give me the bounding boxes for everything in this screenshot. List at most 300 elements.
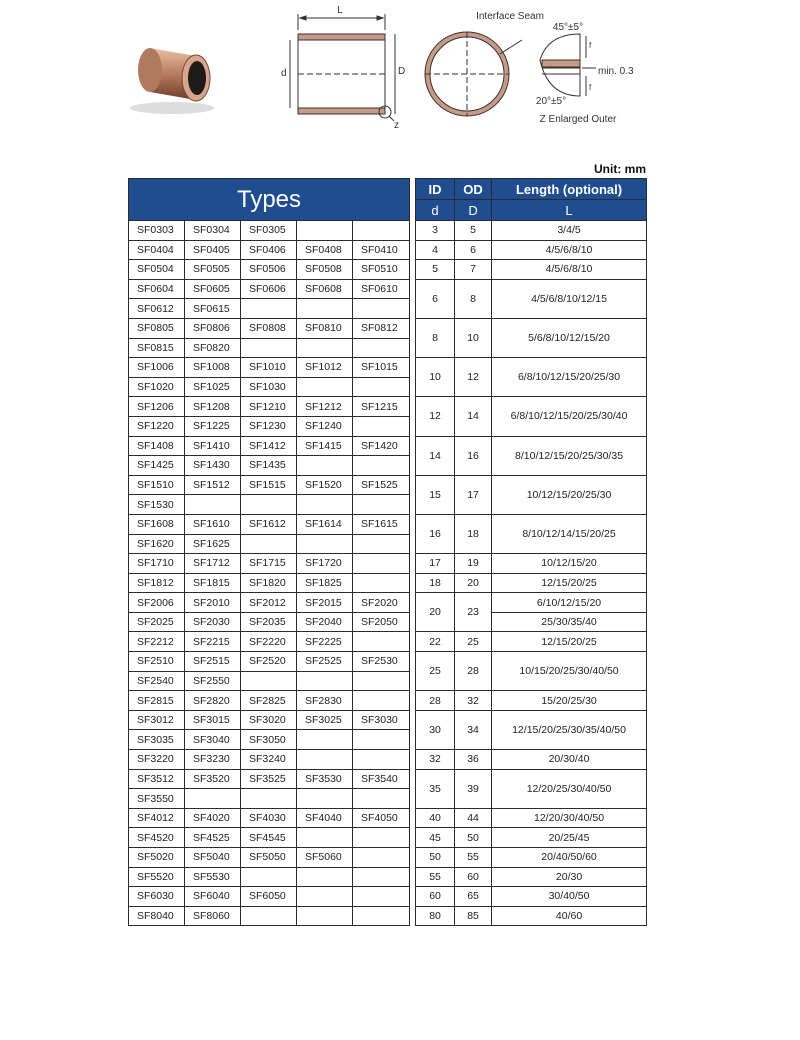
type-cell: SF1515 bbox=[241, 475, 297, 495]
type-cell: SF1012 bbox=[297, 358, 353, 378]
length-cell: 12/15/20/25 bbox=[492, 573, 647, 593]
od-symbol-header: D bbox=[455, 200, 492, 221]
id-cell: 55 bbox=[416, 867, 455, 887]
type-cell: SF6050 bbox=[241, 887, 297, 907]
type-cell: SF3512 bbox=[129, 769, 185, 789]
type-cell bbox=[241, 867, 297, 887]
type-cell: SF3050 bbox=[241, 730, 297, 750]
type-cell: SF3025 bbox=[297, 710, 353, 730]
type-cell: SF0806 bbox=[185, 318, 241, 338]
type-cell: SF6040 bbox=[185, 887, 241, 907]
type-cell bbox=[353, 750, 410, 770]
type-cell: SF2006 bbox=[129, 593, 185, 613]
type-cell: SF8040 bbox=[129, 906, 185, 926]
type-cell bbox=[353, 299, 410, 319]
type-cell bbox=[353, 456, 410, 476]
type-cell bbox=[297, 671, 353, 691]
id-cell: 12 bbox=[416, 397, 455, 436]
type-cell bbox=[353, 221, 410, 241]
od-cell: 55 bbox=[455, 848, 492, 868]
interface-seam-label: Interface Seam bbox=[476, 11, 544, 22]
table-row bbox=[129, 906, 647, 926]
id-cell: 60 bbox=[416, 887, 455, 907]
type-cell: SF1408 bbox=[129, 436, 185, 456]
type-cell: SF1215 bbox=[353, 397, 410, 417]
type-cell: SF4520 bbox=[129, 828, 185, 848]
side-view-drawing bbox=[290, 14, 395, 121]
type-cell bbox=[353, 632, 410, 652]
type-cell bbox=[353, 691, 410, 711]
type-cell: SF1820 bbox=[241, 573, 297, 593]
type-cell bbox=[297, 299, 353, 319]
column-gap bbox=[410, 612, 416, 632]
type-cell: SF2530 bbox=[353, 652, 410, 672]
type-cell: SF4545 bbox=[241, 828, 297, 848]
type-cell: SF0510 bbox=[353, 260, 410, 280]
id-cell: 16 bbox=[416, 514, 455, 553]
length-cell: 4/5/6/8/10 bbox=[492, 240, 647, 260]
type-cell: SF1412 bbox=[241, 436, 297, 456]
type-cell: SF1625 bbox=[185, 534, 241, 554]
type-cell: SF4012 bbox=[129, 808, 185, 828]
type-cell bbox=[297, 828, 353, 848]
od-cell: 23 bbox=[455, 593, 492, 632]
angle-bottom-label: 20°±5° bbox=[535, 96, 567, 107]
type-cell bbox=[297, 730, 353, 750]
type-cell: SF1240 bbox=[297, 416, 353, 436]
type-cell: SF2820 bbox=[185, 691, 241, 711]
type-cell: SF0506 bbox=[241, 260, 297, 280]
type-cell: SF0610 bbox=[353, 279, 410, 299]
bushing-spec-table bbox=[128, 178, 647, 926]
column-gap bbox=[410, 789, 416, 809]
od-cell: 60 bbox=[455, 867, 492, 887]
type-cell bbox=[241, 299, 297, 319]
id-cell: 17 bbox=[416, 554, 455, 574]
table-row bbox=[129, 554, 647, 574]
type-cell bbox=[353, 671, 410, 691]
type-cell: SF2540 bbox=[129, 671, 185, 691]
bushing-spec-table-wrap bbox=[128, 178, 646, 926]
type-cell bbox=[185, 789, 241, 809]
table-row bbox=[129, 632, 647, 652]
table-header-row bbox=[129, 179, 647, 200]
length-cell: 40/60 bbox=[492, 906, 647, 926]
enlarged-caption: Z Enlarged Outer bbox=[539, 114, 617, 125]
table-row bbox=[129, 358, 647, 378]
column-gap bbox=[410, 456, 416, 476]
type-cell: SF0405 bbox=[185, 240, 241, 260]
type-cell bbox=[353, 730, 410, 750]
type-cell: SF0615 bbox=[185, 299, 241, 319]
type-cell: SF2830 bbox=[297, 691, 353, 711]
length-cell: 20/25/45 bbox=[492, 828, 647, 848]
type-cell: SF0606 bbox=[241, 279, 297, 299]
type-cell: SF0604 bbox=[129, 279, 185, 299]
column-gap bbox=[410, 534, 416, 554]
id-cell: 20 bbox=[416, 593, 455, 632]
id-cell: 5 bbox=[416, 260, 455, 280]
length-cell: 6/8/10/12/15/20/25/30 bbox=[492, 358, 647, 397]
id-cell: 4 bbox=[416, 240, 455, 260]
angle-top-label: 45°±5° bbox=[552, 22, 584, 33]
od-cell: 44 bbox=[455, 808, 492, 828]
type-cell: SF2030 bbox=[185, 612, 241, 632]
type-cell: SF1206 bbox=[129, 397, 185, 417]
type-cell: SF1510 bbox=[129, 475, 185, 495]
type-cell: SF4040 bbox=[297, 808, 353, 828]
type-cell bbox=[185, 495, 241, 515]
od-cell: 39 bbox=[455, 769, 492, 808]
type-cell: SF0410 bbox=[353, 240, 410, 260]
length-cell: 10/12/15/20 bbox=[492, 554, 647, 574]
type-cell bbox=[353, 534, 410, 554]
type-cell: SF2825 bbox=[241, 691, 297, 711]
type-cell: SF0605 bbox=[185, 279, 241, 299]
type-cell bbox=[241, 495, 297, 515]
type-cell bbox=[353, 554, 410, 574]
length-cell: 5/6/8/10/12/15/20 bbox=[492, 318, 647, 357]
type-cell bbox=[297, 221, 353, 241]
type-cell bbox=[353, 338, 410, 358]
type-cell: SF0404 bbox=[129, 240, 185, 260]
type-cell: SF3520 bbox=[185, 769, 241, 789]
type-cell: SF0608 bbox=[297, 279, 353, 299]
id-header: ID bbox=[416, 179, 455, 200]
type-cell: SF2815 bbox=[129, 691, 185, 711]
length-cell: 20/30 bbox=[492, 867, 647, 887]
type-cell: SF0805 bbox=[129, 318, 185, 338]
type-cell: SF2510 bbox=[129, 652, 185, 672]
od-cell: 65 bbox=[455, 887, 492, 907]
type-cell bbox=[241, 338, 297, 358]
type-cell: SF1512 bbox=[185, 475, 241, 495]
type-cell: SF8060 bbox=[185, 906, 241, 926]
type-cell bbox=[353, 848, 410, 868]
type-cell bbox=[353, 906, 410, 926]
type-cell: SF3540 bbox=[353, 769, 410, 789]
od-cell: 32 bbox=[455, 691, 492, 711]
table-row bbox=[129, 808, 647, 828]
length-cell: 20/30/40 bbox=[492, 750, 647, 770]
table-body bbox=[129, 221, 647, 926]
id-cell: 18 bbox=[416, 573, 455, 593]
type-cell: SF1425 bbox=[129, 456, 185, 476]
column-gap bbox=[410, 338, 416, 358]
id-cell: 15 bbox=[416, 475, 455, 514]
table-row bbox=[129, 514, 647, 534]
type-cell bbox=[241, 906, 297, 926]
min-thickness-label: min. 0.3 bbox=[598, 66, 634, 77]
id-cell: 80 bbox=[416, 906, 455, 926]
type-cell: SF1520 bbox=[297, 475, 353, 495]
end-view-drawing bbox=[425, 32, 522, 116]
type-cell: SF1010 bbox=[241, 358, 297, 378]
od-cell: 10 bbox=[455, 318, 492, 357]
type-cell bbox=[297, 495, 353, 515]
label-L: L bbox=[337, 5, 343, 16]
type-cell: SF1812 bbox=[129, 573, 185, 593]
type-cell: SF5060 bbox=[297, 848, 353, 868]
type-cell: SF1710 bbox=[129, 554, 185, 574]
type-cell: SF3240 bbox=[241, 750, 297, 770]
id-cell: 28 bbox=[416, 691, 455, 711]
od-cell: 19 bbox=[455, 554, 492, 574]
label-d: d bbox=[281, 68, 287, 79]
type-cell: SF1612 bbox=[241, 514, 297, 534]
table-row bbox=[129, 221, 647, 241]
type-cell bbox=[241, 671, 297, 691]
type-cell: SF3040 bbox=[185, 730, 241, 750]
type-cell: SF4525 bbox=[185, 828, 241, 848]
type-cell: SF1415 bbox=[297, 436, 353, 456]
od-cell: 7 bbox=[455, 260, 492, 280]
od-cell: 12 bbox=[455, 358, 492, 397]
od-cell: 17 bbox=[455, 475, 492, 514]
table-row bbox=[129, 710, 647, 730]
od-cell: 28 bbox=[455, 652, 492, 691]
id-cell: 25 bbox=[416, 652, 455, 691]
type-cell: SF0812 bbox=[353, 318, 410, 338]
type-cell: SF2220 bbox=[241, 632, 297, 652]
type-cell: SF1006 bbox=[129, 358, 185, 378]
table-row bbox=[129, 691, 647, 711]
type-cell: SF5530 bbox=[185, 867, 241, 887]
od-cell: 85 bbox=[455, 906, 492, 926]
type-cell: SF3220 bbox=[129, 750, 185, 770]
type-cell: SF0504 bbox=[129, 260, 185, 280]
id-cell: 10 bbox=[416, 358, 455, 397]
id-cell: 6 bbox=[416, 279, 455, 318]
type-cell: SF0303 bbox=[129, 221, 185, 241]
type-cell bbox=[353, 828, 410, 848]
od-cell: 6 bbox=[455, 240, 492, 260]
type-cell bbox=[297, 338, 353, 358]
length-cell: 4/5/6/8/10/12/15 bbox=[492, 279, 647, 318]
label-f-bottom: f bbox=[589, 83, 592, 92]
type-cell: SF5020 bbox=[129, 848, 185, 868]
id-cell: 32 bbox=[416, 750, 455, 770]
id-symbol-header: d bbox=[416, 200, 455, 221]
type-cell: SF0408 bbox=[297, 240, 353, 260]
length-header: Length (optional) bbox=[492, 179, 647, 200]
type-cell bbox=[353, 573, 410, 593]
type-cell: SF3550 bbox=[129, 789, 185, 809]
type-cell: SF1620 bbox=[129, 534, 185, 554]
length-cell: 8/10/12/15/20/25/30/35 bbox=[492, 436, 647, 475]
id-cell: 35 bbox=[416, 769, 455, 808]
type-cell: SF2215 bbox=[185, 632, 241, 652]
bushing-technical-drawing bbox=[0, 0, 800, 140]
type-cell: SF1015 bbox=[353, 358, 410, 378]
od-cell: 36 bbox=[455, 750, 492, 770]
type-cell: SF2520 bbox=[241, 652, 297, 672]
type-cell: SF1220 bbox=[129, 416, 185, 436]
type-cell: SF1435 bbox=[241, 456, 297, 476]
table-row bbox=[129, 260, 647, 280]
type-cell: SF1715 bbox=[241, 554, 297, 574]
type-cell: SF1212 bbox=[297, 397, 353, 417]
type-cell: SF0820 bbox=[185, 338, 241, 358]
type-cell bbox=[297, 456, 353, 476]
type-cell: SF5040 bbox=[185, 848, 241, 868]
type-cell: SF2040 bbox=[297, 612, 353, 632]
type-cell: SF1030 bbox=[241, 377, 297, 397]
id-cell: 40 bbox=[416, 808, 455, 828]
type-cell: SF0304 bbox=[185, 221, 241, 241]
od-cell: 18 bbox=[455, 514, 492, 553]
label-z: z bbox=[394, 120, 399, 131]
length-cell: 4/5/6/8/10 bbox=[492, 260, 647, 280]
column-gap bbox=[410, 416, 416, 436]
type-cell: SF1712 bbox=[185, 554, 241, 574]
table-row bbox=[129, 769, 647, 789]
type-cell bbox=[297, 750, 353, 770]
od-cell: 5 bbox=[455, 221, 492, 241]
od-cell: 16 bbox=[455, 436, 492, 475]
od-cell: 50 bbox=[455, 828, 492, 848]
type-cell: SF1225 bbox=[185, 416, 241, 436]
enlarged-detail-drawing bbox=[540, 34, 596, 96]
type-cell: SF0810 bbox=[297, 318, 353, 338]
type-cell: SF1210 bbox=[241, 397, 297, 417]
type-cell: SF1025 bbox=[185, 377, 241, 397]
od-header: OD bbox=[455, 179, 492, 200]
length-cell: 12/20/25/30/40/50 bbox=[492, 769, 647, 808]
column-gap bbox=[410, 671, 416, 691]
type-cell: SF2035 bbox=[241, 612, 297, 632]
type-cell: SF1610 bbox=[185, 514, 241, 534]
type-cell: SF4030 bbox=[241, 808, 297, 828]
unit-label: Unit: mm bbox=[594, 162, 646, 176]
type-cell: SF0815 bbox=[129, 338, 185, 358]
type-cell: SF0406 bbox=[241, 240, 297, 260]
type-cell: SF4020 bbox=[185, 808, 241, 828]
length-cell: 15/20/25/30 bbox=[492, 691, 647, 711]
type-cell: SF2225 bbox=[297, 632, 353, 652]
od-cell: 14 bbox=[455, 397, 492, 436]
type-cell: SF3015 bbox=[185, 710, 241, 730]
type-cell: SF1208 bbox=[185, 397, 241, 417]
column-gap bbox=[410, 299, 416, 319]
table-row bbox=[129, 593, 647, 613]
length-cell: 12/20/30/40/50 bbox=[492, 808, 647, 828]
type-cell: SF1420 bbox=[353, 436, 410, 456]
length-cell: 6/8/10/12/15/20/25/30/40 bbox=[492, 397, 647, 436]
type-cell: SF2025 bbox=[129, 612, 185, 632]
type-cell: SF3525 bbox=[241, 769, 297, 789]
id-cell: 45 bbox=[416, 828, 455, 848]
type-cell: SF1615 bbox=[353, 514, 410, 534]
table-row bbox=[129, 867, 647, 887]
type-cell: SF1614 bbox=[297, 514, 353, 534]
table-row bbox=[129, 612, 647, 632]
type-cell bbox=[353, 887, 410, 907]
id-cell: 30 bbox=[416, 710, 455, 749]
length-cell: 3/4/5 bbox=[492, 221, 647, 241]
type-cell: SF3530 bbox=[297, 769, 353, 789]
length-cell: 10/12/15/20/25/30 bbox=[492, 475, 647, 514]
type-cell bbox=[353, 495, 410, 515]
id-cell: 8 bbox=[416, 318, 455, 357]
table-row bbox=[129, 573, 647, 593]
column-gap bbox=[410, 730, 416, 750]
table-row bbox=[129, 240, 647, 260]
length-cell: 25/30/35/40 bbox=[492, 612, 647, 632]
type-cell bbox=[353, 416, 410, 436]
od-cell: 34 bbox=[455, 710, 492, 749]
type-cell: SF3230 bbox=[185, 750, 241, 770]
length-cell: 12/15/20/25 bbox=[492, 632, 647, 652]
column-gap bbox=[410, 377, 416, 397]
type-cell: SF2015 bbox=[297, 593, 353, 613]
table-row bbox=[129, 279, 647, 299]
type-cell: SF2515 bbox=[185, 652, 241, 672]
table-row bbox=[129, 652, 647, 672]
label-f-top: f bbox=[589, 41, 592, 50]
type-cell: SF2212 bbox=[129, 632, 185, 652]
type-cell: SF3030 bbox=[353, 710, 410, 730]
type-cell: SF3012 bbox=[129, 710, 185, 730]
id-cell: 14 bbox=[416, 436, 455, 475]
type-cell: SF1020 bbox=[129, 377, 185, 397]
id-cell: 3 bbox=[416, 221, 455, 241]
table-row bbox=[129, 848, 647, 868]
type-cell: SF1230 bbox=[241, 416, 297, 436]
table-row bbox=[129, 318, 647, 338]
table-row bbox=[129, 828, 647, 848]
type-cell: SF3020 bbox=[241, 710, 297, 730]
type-cell bbox=[297, 887, 353, 907]
type-cell: SF1530 bbox=[129, 495, 185, 515]
types-header: Types bbox=[129, 179, 410, 221]
type-cell bbox=[353, 789, 410, 809]
type-cell: SF2525 bbox=[297, 652, 353, 672]
label-D: D bbox=[398, 66, 406, 77]
type-cell bbox=[353, 377, 410, 397]
type-cell bbox=[353, 867, 410, 887]
length-cell: 6/10/12/15/20 bbox=[492, 593, 647, 613]
type-cell: SF3035 bbox=[129, 730, 185, 750]
length-cell: 20/40/50/60 bbox=[492, 848, 647, 868]
type-cell: SF1825 bbox=[297, 573, 353, 593]
type-cell: SF2012 bbox=[241, 593, 297, 613]
type-cell: SF2020 bbox=[353, 593, 410, 613]
od-cell: 8 bbox=[455, 279, 492, 318]
type-cell: SF1410 bbox=[185, 436, 241, 456]
type-cell: SF0612 bbox=[129, 299, 185, 319]
table-row bbox=[129, 436, 647, 456]
length-cell: 8/10/12/14/15/20/25 bbox=[492, 514, 647, 553]
table-row bbox=[129, 750, 647, 770]
type-cell: SF0808 bbox=[241, 318, 297, 338]
table-row bbox=[129, 887, 647, 907]
type-cell bbox=[297, 377, 353, 397]
length-symbol-header: L bbox=[492, 200, 647, 221]
type-cell: SF6030 bbox=[129, 887, 185, 907]
type-cell: SF0305 bbox=[241, 221, 297, 241]
type-cell: SF0505 bbox=[185, 260, 241, 280]
table-row bbox=[129, 397, 647, 417]
id-cell: 50 bbox=[416, 848, 455, 868]
length-cell: 30/40/50 bbox=[492, 887, 647, 907]
od-cell: 25 bbox=[455, 632, 492, 652]
type-cell bbox=[297, 789, 353, 809]
type-cell: SF4050 bbox=[353, 808, 410, 828]
length-cell: 10/15/20/25/30/40/50 bbox=[492, 652, 647, 691]
type-cell bbox=[297, 534, 353, 554]
bushing-photo bbox=[130, 48, 214, 114]
